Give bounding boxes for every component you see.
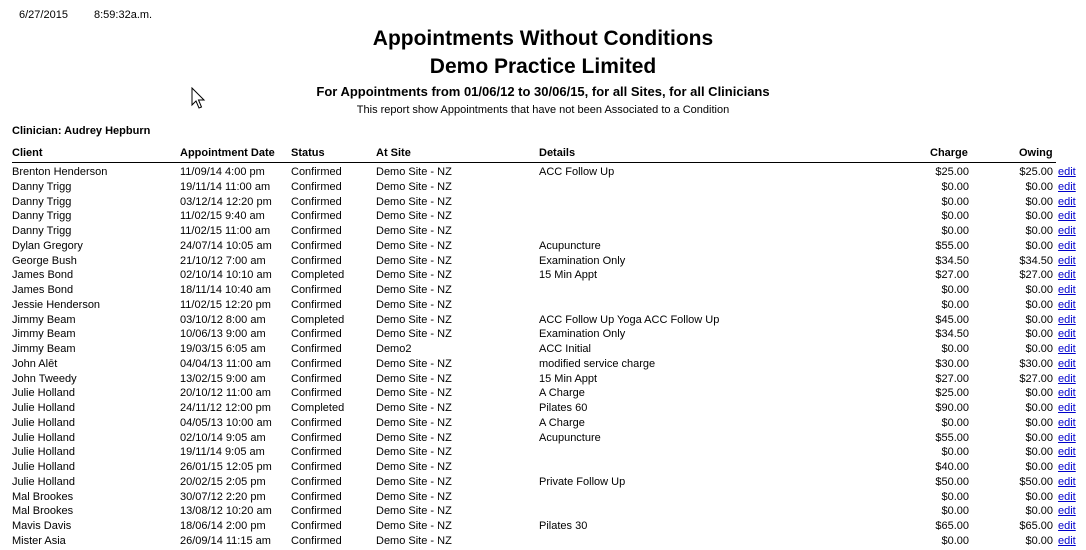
edit-link[interactable]: edit (1058, 225, 1076, 237)
details-cell: A Charge (539, 416, 585, 429)
edit-link[interactable]: edit (1058, 343, 1076, 355)
status-cell: Confirmed (291, 490, 342, 503)
appointment-date-cell: 03/12/14 12:20 pm (180, 195, 272, 208)
charge-cell: $0.00 (941, 225, 969, 237)
details-cell: Private Follow Up (539, 475, 626, 488)
appointment-date-cell: 24/11/12 12:00 pm (180, 402, 271, 414)
table-row (0, 224, 1086, 239)
status-cell: Confirmed (291, 446, 342, 459)
edit-link[interactable]: edit (1058, 313, 1076, 326)
charge-cell: $0.00 (941, 180, 969, 193)
owing-cell: $27.00 (1019, 372, 1053, 385)
client-cell: Mal Brookes (12, 490, 74, 503)
client-cell: Danny Trigg (12, 210, 72, 223)
col-owing: Owing (1019, 147, 1053, 159)
charge-cell: $0.00 (941, 195, 969, 208)
appointment-date-cell: 11/09/14 4:00 pm (180, 166, 265, 178)
site-cell: Demo Site - NZ (376, 520, 452, 532)
col-details: Details (539, 147, 576, 159)
client-cell: Mal Brookes (12, 505, 74, 518)
charge-cell: $0.00 (941, 343, 969, 355)
charge-cell: $27.00 (935, 269, 969, 282)
client-cell: Brenton Henderson (12, 166, 108, 178)
edit-link[interactable]: edit (1058, 166, 1076, 178)
details-cell: modified service charge (539, 357, 656, 370)
client-cell: Danny Trigg (12, 195, 72, 208)
appointment-date-cell: 13/02/15 9:00 am (180, 372, 266, 385)
site-cell: Demo Site - NZ (376, 461, 452, 473)
status-cell: Confirmed (291, 284, 342, 296)
table-row (0, 401, 1086, 416)
client-cell: Jimmy Beam (12, 328, 76, 341)
table-row (0, 165, 1086, 180)
edit-link[interactable]: edit (1058, 298, 1076, 311)
owing-cell: $0.00 (1025, 402, 1053, 414)
owing-cell: $0.00 (1025, 225, 1053, 237)
charge-cell: $0.00 (941, 298, 969, 311)
table-row (0, 342, 1086, 357)
charge-cell: $25.00 (935, 387, 969, 400)
charge-cell: $40.00 (935, 461, 969, 473)
charge-cell: $45.00 (935, 313, 969, 326)
status-cell: Confirmed (291, 416, 342, 429)
charge-cell: $0.00 (941, 416, 969, 429)
site-cell: Demo Site - NZ (376, 225, 452, 237)
site-cell: Demo Site - NZ (376, 402, 452, 414)
owing-cell: $0.00 (1025, 343, 1053, 355)
site-cell: Demo Site - NZ (376, 431, 452, 444)
appointment-date-cell: 26/01/15 12:05 pm (180, 461, 272, 473)
owing-cell: $0.00 (1025, 328, 1053, 341)
site-cell: Demo Site - NZ (376, 534, 452, 547)
site-cell: Demo Site - NZ (376, 298, 452, 311)
appointment-date-cell: 02/10/14 9:05 am (180, 431, 266, 444)
table-row (0, 268, 1086, 283)
details-cell: Acupuncture (539, 239, 601, 252)
client-cell: James Bond (12, 269, 74, 282)
charge-cell: $90.00 (935, 402, 969, 414)
site-cell: Demo Site - NZ (376, 328, 452, 341)
site-cell: Demo Site - NZ (376, 313, 452, 326)
client-cell: Julie Holland (12, 431, 75, 444)
status-cell: Confirmed (291, 239, 342, 252)
client-cell: Dylan Gregory (12, 239, 83, 252)
owing-cell: $65.00 (1019, 520, 1053, 532)
details-cell: Examination Only (539, 328, 626, 341)
appointment-date-cell: 03/10/12 8:00 am (180, 313, 266, 326)
status-cell: Confirmed (291, 431, 342, 444)
client-cell: Julie Holland (12, 402, 75, 414)
table-row (0, 519, 1086, 534)
status-cell: Confirmed (291, 195, 342, 208)
details-cell: ACC Initial (539, 343, 591, 355)
edit-link[interactable]: edit (1058, 284, 1076, 296)
table-row (0, 372, 1086, 387)
status-cell: Confirmed (291, 372, 342, 385)
table-row (0, 386, 1086, 401)
charge-cell: $55.00 (935, 431, 969, 444)
edit-link[interactable]: edit (1058, 490, 1076, 503)
site-cell: Demo Site - NZ (376, 284, 452, 296)
appointment-date-cell: 19/11/14 9:05 am (180, 446, 265, 459)
client-cell: Mister Asia (12, 534, 66, 547)
table-row (0, 445, 1086, 460)
status-cell: Completed (291, 269, 345, 282)
owing-cell: $0.00 (1025, 387, 1053, 400)
site-cell: Demo Site - NZ (376, 475, 452, 488)
client-cell: Julie Holland (12, 446, 75, 459)
owing-cell: $0.00 (1025, 461, 1053, 473)
details-cell: Pilates 60 (539, 402, 588, 414)
client-cell: Danny Trigg (12, 180, 72, 193)
owing-cell: $0.00 (1025, 490, 1053, 503)
details-cell: ACC Follow Up (539, 166, 615, 178)
owing-cell: $0.00 (1025, 534, 1053, 547)
charge-cell: $50.00 (935, 475, 969, 488)
table-row (0, 254, 1086, 269)
status-cell: Confirmed (291, 180, 342, 193)
appointment-date-cell: 10/06/13 9:00 am (180, 328, 266, 341)
edit-link[interactable]: edit (1058, 372, 1076, 385)
table-row (0, 298, 1086, 313)
site-cell: Demo Site - NZ (376, 254, 452, 267)
details-cell: 15 Min Appt (539, 372, 598, 385)
appointment-date-cell: 21/10/12 7:00 am (180, 254, 266, 267)
site-cell: Demo Site - NZ (376, 446, 452, 459)
owing-cell: $0.00 (1025, 505, 1053, 518)
owing-cell: $27.00 (1019, 269, 1053, 282)
table-row (0, 416, 1086, 431)
appointment-date-cell: 04/04/13 11:00 am (180, 357, 271, 370)
charge-cell: $34.50 (935, 254, 969, 267)
client-cell: Jimmy Beam (12, 343, 76, 355)
table-row (0, 209, 1086, 224)
charge-cell: $65.00 (935, 520, 969, 532)
header-divider (12, 162, 1056, 163)
owing-cell: $34.50 (1019, 254, 1053, 267)
edit-link[interactable]: edit (1058, 254, 1076, 267)
status-cell: Confirmed (291, 254, 342, 267)
edit-link[interactable]: edit (1058, 402, 1076, 414)
edit-link[interactable]: edit (1058, 387, 1076, 400)
client-cell: James Bond (12, 284, 74, 296)
charge-cell: $0.00 (941, 534, 969, 547)
owing-cell: $0.00 (1025, 210, 1053, 223)
appointment-date-cell: 02/10/14 10:10 am (180, 269, 272, 282)
appointment-date-cell: 26/09/14 11:15 am (180, 534, 271, 547)
edit-link[interactable]: edit (1058, 431, 1076, 444)
edit-link[interactable]: edit (1058, 505, 1076, 518)
clinician-label: Clinician: Audrey Hepburn (12, 125, 151, 137)
edit-link[interactable]: edit (1058, 461, 1076, 473)
status-cell: Confirmed (291, 475, 342, 488)
col-status: Status (291, 147, 325, 159)
details-cell: 15 Min Appt (539, 269, 598, 282)
owing-cell: $0.00 (1025, 180, 1053, 193)
site-cell: Demo Site - NZ (376, 490, 452, 503)
col-appointment-date: Appointment Date (180, 147, 275, 159)
practice-name: Demo Practice Limited (429, 55, 657, 78)
client-cell: Mavis Davis (12, 520, 72, 532)
table-row (0, 534, 1086, 549)
table-row (0, 475, 1086, 490)
appointment-date-cell: 30/07/12 2:20 pm (180, 490, 266, 503)
table-header (0, 147, 1086, 163)
client-cell: Julie Holland (12, 416, 75, 429)
table-row (0, 504, 1086, 519)
owing-cell: $25.00 (1019, 166, 1053, 178)
details-cell: ACC Follow Up Yoga ACC Follow Up (539, 313, 720, 326)
client-cell: Jimmy Beam (12, 313, 76, 326)
owing-cell: $0.00 (1025, 195, 1053, 208)
site-cell: Demo2 (376, 343, 412, 355)
owing-cell: $0.00 (1025, 431, 1053, 444)
owing-cell: $0.00 (1025, 416, 1053, 429)
status-cell: Confirmed (291, 520, 342, 532)
site-cell: Demo Site - NZ (376, 416, 452, 429)
status-cell: Confirmed (291, 505, 342, 518)
edit-link[interactable]: edit (1058, 195, 1076, 208)
owing-cell: $0.00 (1025, 313, 1053, 326)
charge-cell: $0.00 (941, 505, 969, 518)
status-cell: Confirmed (291, 166, 342, 178)
site-cell: Demo Site - NZ (376, 505, 452, 518)
client-cell: John Tweedy (12, 372, 77, 385)
appointment-date-cell: 13/08/12 10:20 am (180, 505, 272, 518)
charge-cell: $0.00 (941, 284, 969, 296)
edit-link[interactable]: edit (1058, 328, 1076, 341)
edit-link[interactable]: edit (1058, 446, 1076, 459)
appointment-date-cell: 11/02/15 12:20 pm (180, 298, 271, 311)
col-client: Client (12, 147, 43, 159)
edit-link[interactable]: edit (1058, 269, 1076, 282)
charge-cell: $25.00 (935, 166, 969, 178)
appointment-date-cell: 24/07/14 10:05 am (180, 239, 272, 252)
owing-cell: $0.00 (1025, 298, 1053, 311)
status-cell: Confirmed (291, 461, 342, 473)
table-row (0, 283, 1086, 298)
charge-cell: $0.00 (941, 210, 969, 223)
report-date: 6/27/2015 (19, 9, 68, 21)
status-cell: Confirmed (291, 210, 342, 223)
client-cell: Julie Holland (12, 475, 75, 488)
status-cell: Confirmed (291, 298, 342, 311)
status-cell: Confirmed (291, 328, 342, 341)
table-row (0, 180, 1086, 195)
edit-link[interactable]: edit (1058, 239, 1076, 252)
site-cell: Demo Site - NZ (376, 239, 452, 252)
report-range: For Appointments from 01/06/12 to 30/06/15, for all Sites, for all Clinicians (316, 84, 770, 99)
charge-cell: $30.00 (935, 357, 969, 370)
charge-cell: $0.00 (941, 490, 969, 503)
status-cell: Confirmed (291, 343, 342, 355)
charge-cell: $55.00 (935, 239, 969, 252)
charge-cell: $27.00 (935, 372, 969, 385)
edit-link[interactable]: edit (1058, 520, 1076, 532)
owing-cell: $0.00 (1025, 284, 1053, 296)
edit-link[interactable]: edit (1058, 416, 1076, 429)
status-cell: Completed (291, 402, 345, 414)
table-row (0, 460, 1086, 475)
mouse-pointer-icon (191, 87, 207, 111)
status-cell: Confirmed (291, 357, 342, 370)
col-site: At Site (376, 147, 411, 159)
edit-link[interactable]: edit (1058, 180, 1076, 193)
site-cell: Demo Site - NZ (376, 269, 452, 282)
charge-cell: $0.00 (941, 446, 969, 459)
site-cell: Demo Site - NZ (376, 195, 452, 208)
details-cell: A Charge (539, 387, 585, 400)
table-row (0, 313, 1086, 328)
site-cell: Demo Site - NZ (376, 357, 452, 370)
edit-link[interactable]: edit (1058, 475, 1076, 488)
status-cell: Confirmed (291, 387, 342, 400)
appointments-table (0, 165, 1086, 549)
report-title: Appointments Without Conditions (372, 27, 714, 50)
charge-cell: $34.50 (935, 328, 969, 341)
edit-link[interactable]: edit (1058, 210, 1076, 223)
appointment-date-cell: 04/05/13 10:00 am (180, 416, 272, 429)
table-row (0, 195, 1086, 210)
owing-cell: $50.00 (1019, 475, 1053, 488)
report-description: This report show Appointments that have not been Associated to a Condition (356, 104, 730, 116)
appointment-date-cell: 18/06/14 2:00 pm (180, 520, 266, 532)
table-row (0, 357, 1086, 372)
client-cell: John Alēt (12, 357, 58, 370)
appointment-date-cell: 20/10/12 11:00 am (180, 387, 271, 400)
details-cell: Pilates 30 (539, 520, 588, 532)
site-cell: Demo Site - NZ (376, 210, 452, 223)
client-cell: Julie Holland (12, 387, 75, 400)
site-cell: Demo Site - NZ (376, 372, 452, 385)
appointment-date-cell: 18/11/14 10:40 am (180, 284, 271, 296)
appointment-date-cell: 19/11/14 11:00 am (180, 180, 271, 193)
appointment-date-cell: 19/03/15 6:05 am (180, 343, 266, 355)
col-charge: Charge (930, 147, 968, 159)
table-row (0, 327, 1086, 342)
edit-link[interactable]: edit (1058, 534, 1076, 547)
edit-link[interactable]: edit (1058, 357, 1076, 370)
client-cell: George Bush (12, 254, 77, 267)
table-row (0, 239, 1086, 254)
table-row (0, 431, 1086, 446)
details-cell: Examination Only (539, 254, 626, 267)
owing-cell: $30.00 (1019, 357, 1053, 370)
appointment-date-cell: 11/02/15 11:00 am (180, 225, 271, 237)
client-cell: Julie Holland (12, 461, 75, 473)
owing-cell: $0.00 (1025, 446, 1053, 459)
site-cell: Demo Site - NZ (376, 387, 452, 400)
owing-cell: $0.00 (1025, 239, 1053, 252)
appointment-date-cell: 20/02/15 2:05 pm (180, 475, 266, 488)
site-cell: Demo Site - NZ (376, 180, 452, 193)
status-cell: Confirmed (291, 534, 342, 547)
client-cell: Jessie Henderson (12, 298, 101, 311)
status-cell: Completed (291, 313, 345, 326)
status-cell: Confirmed (291, 225, 342, 237)
report-time: 8:59:32a.m. (94, 9, 153, 21)
appointment-date-cell: 11/02/15 9:40 am (180, 210, 265, 223)
table-row (0, 490, 1086, 505)
details-cell: Acupuncture (539, 431, 601, 444)
client-cell: Danny Trigg (12, 225, 72, 237)
site-cell: Demo Site - NZ (376, 166, 452, 178)
